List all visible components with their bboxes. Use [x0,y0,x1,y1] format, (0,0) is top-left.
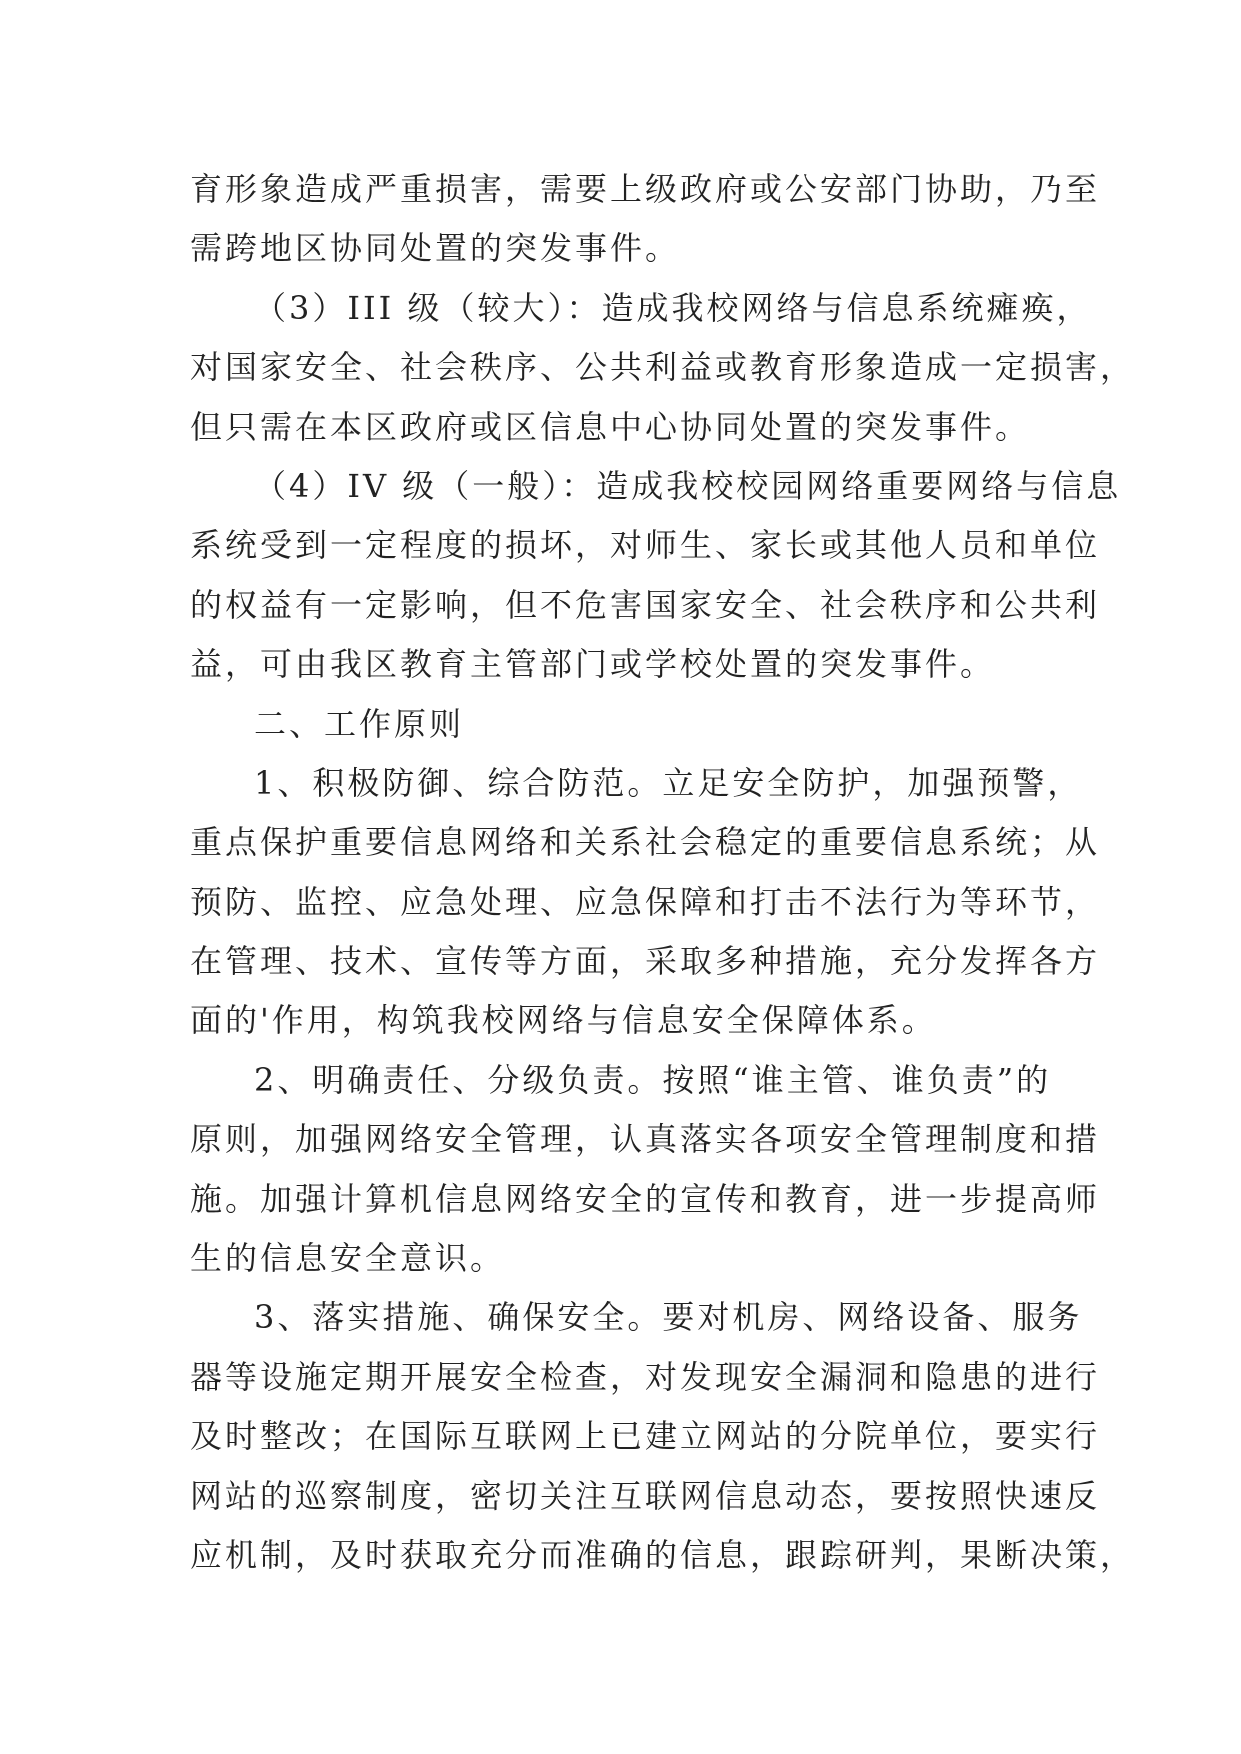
text-line: 育形象造成严重损害，需要上级政府或公安部门协助，乃至 [190,170,1101,208]
text-line: 在管理、技术、宣传等方面，采取多种措施，充分发挥各方 [190,942,1101,981]
paragraph-level-3 [190,279,1136,457]
text-line: 对国家安全、社会秩序、公共利益或教育形象造成一定损害， [190,348,1136,387]
text-line: 原则，加强网络安全管理，认真落实各项安全管理制度和措 [190,1120,1101,1159]
text-line: 生的信息安全意识。 [190,1239,506,1278]
text-line: 但只需在本区政府或区信息中心协同处置的突发事件。 [190,407,1031,446]
text-line: 益，可由我区教育主管部门或学校处置的突发事件。 [190,645,996,684]
text-line: 器等设施定期开展安全检查，对发现安全漏洞和隐患的进行 [190,1357,1101,1396]
text-line: 应机制，及时获取充分而准确的信息，跟踪研判，果断决策， [190,1535,1136,1574]
text-line: 重点保护重要信息网络和关系社会稳定的重要信息系统；从 [190,823,1101,862]
text-line: 需跨地区协同处置的突发事件。 [190,229,681,268]
section-heading: 二、工作原则 [254,704,465,743]
text-line: 的权益有一定影响，但不危害国家安全、社会秩序和公共利 [190,585,1101,624]
paragraph-principle-2 [190,1051,1101,1289]
text-line: （3）III 级（较大）：造成我校网络与信息系统瘫痪， [254,288,1092,327]
text-line: 1、积极防御、综合防范。立足安全防护，加强预警， [254,763,1083,802]
section-heading-work-principles [190,695,1050,754]
text-line: 面的'作用，构筑我校网络与信息安全保障体系。 [190,1001,937,1040]
text-line: 预防、监控、应急处理、应急保障和打击不法行为等环节， [190,882,1101,921]
paragraph-principle-1 [190,754,1101,1051]
document-body [190,160,1136,1585]
text-line: 系统受到一定程度的损坏，对师生、家长或其他人员和单位 [190,526,1101,565]
text-line: 网站的巡察制度，密切关注互联网信息动态，要按照快速反 [190,1476,1101,1515]
paragraph-principle-3 [190,1288,1136,1585]
text-line: （4）IV 级（一般）：造成我校校园网络重要网络与信息 [254,466,1122,505]
paragraph-severity-continued [190,160,1101,279]
text-line: 及时整改；在国际互联网上已建立网站的分院单位，要实行 [190,1417,1101,1456]
text-line: 施。加强计算机信息网络安全的宣传和教育，进一步提高师 [190,1179,1101,1218]
paragraph-level-4 [190,457,1122,695]
text-line: 3、落实措施、确保安全。要对机房、网络设备、服务 [254,1298,1083,1337]
text-line: 2、明确责任、分级负责。按照“谁主管、谁负责”的 [254,1060,1052,1099]
